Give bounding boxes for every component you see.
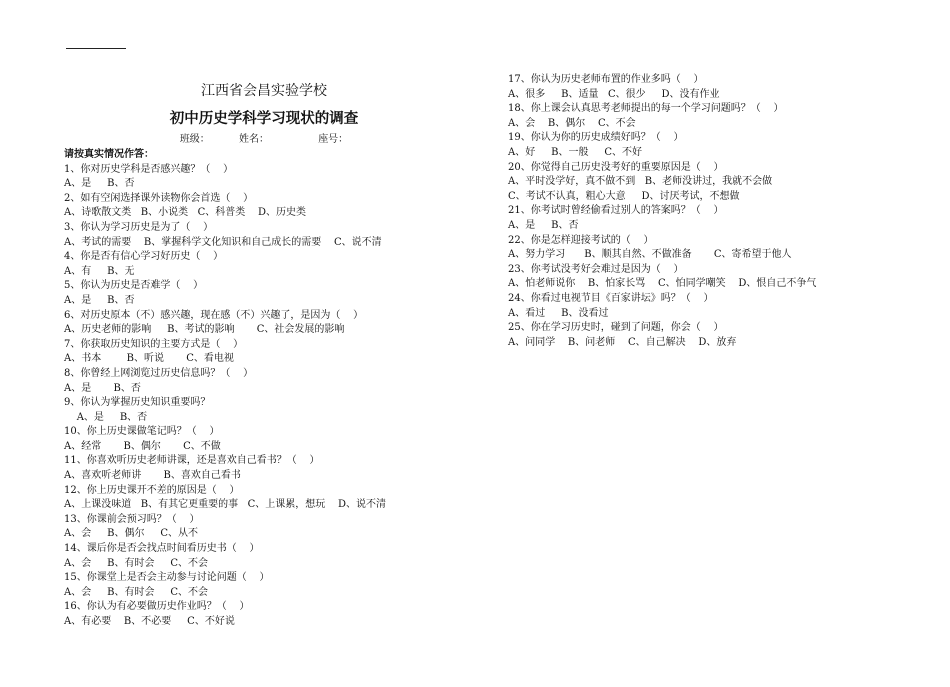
question-item: [508, 131, 908, 160]
left-question-list: [64, 163, 464, 630]
question-item: [64, 163, 464, 192]
question-item: [508, 161, 908, 190]
question-item: [64, 396, 464, 425]
answer-options: A、是 B、否: [64, 382, 141, 394]
answer-options: A、历史老师的影响 B、考试的影响 C、社会发展的影响: [64, 324, 345, 336]
answer-options: A、书本 B、听说 C、看电视: [64, 353, 234, 365]
question-text: 7、你获取历史知识的主要方式是（ ）: [64, 338, 244, 350]
name-field-label: 姓名：: [239, 134, 269, 145]
question-item: [64, 513, 464, 542]
answer-options: C、考试不认真，粗心大意 D、讨厌考试，不想做: [508, 190, 740, 202]
question-text: 1、你对历史学科是否感兴趣？（ ）: [64, 163, 234, 175]
question-item: [508, 190, 908, 205]
question-item: [508, 204, 908, 233]
student-info-fields: [64, 132, 464, 148]
answer-options: A、诗歌散文类 B、小说类 C、科普类 D、历史类: [64, 207, 307, 219]
seat-field-label: 座号：: [318, 134, 349, 145]
question-item: [508, 102, 908, 131]
answer-options: A、很多 B、适量 C、很少 D、没有作业: [508, 88, 720, 100]
answer-options: A、问同学 B、问老师 C、自己解决 D、放弃: [508, 336, 737, 348]
class-field-label: 班级：: [179, 134, 210, 145]
question-text: 3、你认为学习历史是为了（ ）: [64, 221, 214, 233]
answer-options: A、好 B、一般 C、不好: [508, 146, 643, 158]
question-item: [508, 234, 908, 263]
question-text: 9、你认为掌握历史知识重要吗？: [64, 397, 211, 409]
question-item: [64, 571, 464, 600]
question-text: 6、对历史原本（不）感兴趣，现在感（不）兴趣了，是因为（ ）: [64, 309, 364, 321]
answer-options: A、有必要 B、不必要 C、不好说: [64, 616, 235, 627]
question-item: [64, 192, 464, 221]
right-question-list: [508, 73, 908, 350]
question-text: 13、你课前会预习吗？（ ）: [64, 513, 200, 525]
question-item: [64, 542, 464, 571]
question-text: 4、你是否有信心学习好历史（ ）: [64, 251, 224, 263]
answer-options: A、是 B、否: [64, 178, 135, 190]
question-text: 5、你认为历史是否难学（ ）: [64, 280, 204, 292]
answer-options: A、平时没学好，真不做不到 B、老师没讲过，我就不会做: [508, 176, 773, 188]
question-text: 15、你课堂上是否会主动参与讨论问题（ ）: [64, 572, 270, 584]
answer-options: A、上课没味道 B、有其它更重要的事 C、上课累，想玩 D、说不清: [64, 499, 387, 511]
answer-options: A、会 B、偶尔 C、不会: [508, 117, 636, 129]
answer-options: A、怕老师说你 B、怕家长骂 C、怕同学嘲笑 D、恨自己不争气: [508, 278, 817, 290]
question-text: 17、你认为历史老师布置的作业多吗（ ）: [508, 74, 704, 85]
question-text: 12、你上历史课开不差的原因是（ ）: [64, 484, 240, 496]
answer-options: A、是 B、否: [64, 294, 135, 306]
question-item: [64, 600, 464, 629]
answer-options: A、考试的需要 B、掌握科学文化知识和自己成长的需要 C、说不清: [64, 236, 382, 248]
header-rule: [66, 48, 126, 49]
answer-options: A、有 B、无: [64, 265, 135, 277]
answer-options: A、是 B、否: [64, 411, 148, 423]
survey-title: 初中历史学科学习现状的调查: [169, 110, 359, 127]
question-item: [64, 425, 464, 454]
question-item: [64, 309, 464, 338]
question-text: 25、你在学习历史时，碰到了问题，你会（ ）: [508, 322, 724, 334]
question-text: 18、你上课会认真思考老师提出的每一个学习问题吗？（ ）: [508, 103, 784, 115]
answer-options: A、会 B、有时会 C、不会: [64, 586, 209, 598]
question-text: 21、你考试时曾经偷看过别人的答案吗？（ ）: [508, 205, 724, 217]
answer-options: A、经常 B、偶尔 C、不做: [64, 440, 221, 452]
question-item: [64, 250, 464, 279]
instruction-text: 请按真实情况作答：: [64, 149, 154, 160]
question-item: [508, 321, 908, 350]
question-item: [64, 338, 464, 367]
question-item: [64, 454, 464, 483]
question-text: 22、你是怎样迎接考试的（ ）: [508, 234, 654, 246]
question-item: [508, 73, 908, 102]
question-text: 10、你上历史课做笔记吗？（ ）: [64, 426, 220, 438]
answer-options: A、努力学习 B、顺其自然、不做准备 C、寄希望于他人: [508, 249, 792, 261]
question-text: 16、你认为有必要做历史作业吗？（ ）: [64, 601, 250, 613]
question-text: 11、你喜欢听历史老师讲课，还是喜欢自己看书？（ ）: [64, 455, 320, 467]
question-text: 23、你考试没考好会难过是因为（ ）: [508, 263, 684, 275]
question-text: 20、你觉得自己历史没考好的重要原因是（ ）: [508, 161, 724, 173]
question-item: [64, 279, 464, 308]
question-text: 8、你曾经上网浏览过历史信息吗？（ ）: [64, 367, 254, 379]
answer-options: A、会 B、有时会 C、不会: [64, 557, 209, 569]
question-item: [64, 367, 464, 396]
question-item: [64, 221, 464, 250]
answer-options: A、喜欢听老师讲 B、喜欢自己看书: [64, 470, 241, 482]
answer-options: A、会 B、偶尔 C、从不: [64, 528, 199, 540]
question-item: [508, 292, 908, 321]
school-name: 江西省会昌实验学校: [201, 83, 327, 99]
question-text: 19、你认为你的历史成绩好吗？（ ）: [508, 132, 684, 144]
answer-options: A、看过 B、没看过: [508, 307, 609, 319]
question-text: 24、你看过电视节目《百家讲坛》吗？（ ）: [508, 292, 714, 304]
left-column: [64, 73, 464, 630]
answer-options: A、是 B、否: [508, 219, 579, 231]
question-item: [64, 484, 464, 513]
right-column: [508, 73, 908, 350]
question-text: 2、如有空闲选择课外读物你会首选（ ）: [64, 192, 254, 204]
question-text: 14、课后你是否会找点时间看历史书（ ）: [64, 543, 260, 555]
question-item: [508, 263, 908, 292]
